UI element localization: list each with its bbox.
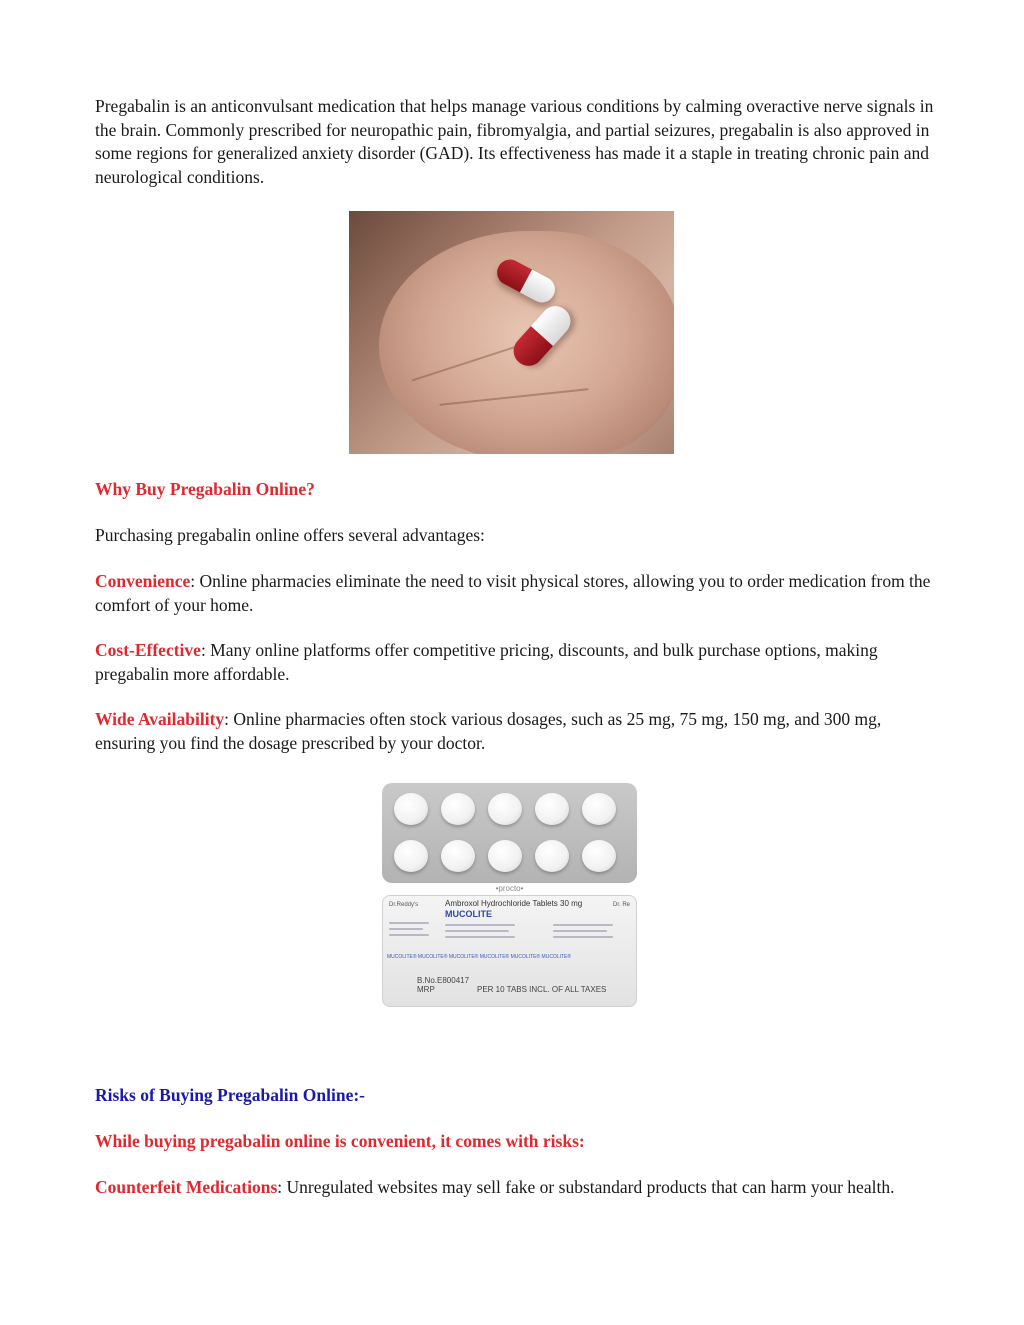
manufacturer-label-cropped: Dr. Re (612, 902, 630, 908)
price-note: PER 10 TABS INCL. OF ALL TAXES (477, 985, 607, 994)
drug-line: Ambroxol Hydrochloride Tablets 30 mg (445, 899, 583, 908)
manufacturer-label: Dr.Reddy's (389, 902, 419, 908)
benefit-term: Convenience (95, 571, 191, 591)
tablet (582, 840, 616, 872)
blister-foil (382, 895, 637, 1007)
fine-print (553, 936, 613, 938)
risk-term: Counterfeit Medications (95, 1177, 278, 1197)
benefit-item (95, 639, 935, 686)
tablet (535, 793, 569, 825)
intro-paragraph: Pregabalin is an anticonvulsant medication that helps manage various conditions by calming overactive nerve signals in the brain. Commonly prescribed for neuropathic pain, fibromyalgia, and partial seizures, pregabalin is also approved in some regions for generalized anxiety disorder (GAD). Its effectiveness has made it a staple in treating chronic pain and neurological conditions. (95, 96, 934, 187)
benefit-text: : Online pharmacies often stock various dosages, such as 25 mg, 75 mg, 150 mg, and 300 mg, ensuring you find the dosage prescribed by your doctor. (95, 709, 882, 753)
fine-print (445, 930, 509, 932)
fine-print (445, 936, 515, 938)
fine-print (389, 928, 423, 930)
tablet (394, 840, 428, 872)
fine-print (553, 924, 613, 926)
pack-brand-mark: •procto• (495, 884, 524, 893)
risk-text: : Unregulated websites may sell fake or substandard products that can harm your health. (277, 1177, 895, 1197)
why-lead: Purchasing pregabalin online offers several advantages: (95, 525, 485, 545)
tablet (488, 793, 522, 825)
product-name: MUCOLITE (445, 909, 492, 919)
risk-item (95, 1176, 935, 1200)
tablet (441, 793, 475, 825)
tablet (394, 793, 428, 825)
tablet (582, 793, 616, 825)
benefit-item (95, 708, 935, 755)
benefit-term: Cost-Effective (95, 640, 201, 660)
risks-heading: Risks of Buying Pregabalin Online:- (95, 1085, 366, 1105)
benefit-text: : Many online platforms offer competitive pricing, discounts, and bulk purchase options, making pregabalin more affordable. (95, 640, 878, 684)
fine-print (389, 934, 429, 936)
why-heading: Why Buy Pregabalin Online? (95, 479, 315, 499)
benefit-term: Wide Availability (95, 709, 225, 729)
benefit-item (95, 570, 935, 617)
photo-hand-with-capsules (349, 211, 674, 454)
mrp-label: MRP (417, 985, 435, 994)
tablet (535, 840, 569, 872)
batch-number: B.No.E800417 (417, 976, 470, 985)
risks-subheading: While buying pregabalin online is convenient, it comes with risks: (95, 1131, 585, 1151)
benefit-text: : Online pharmacies eliminate the need to visit physical stores, allowing you to order medication from the comfort of your home. (95, 571, 931, 615)
tablet (441, 840, 475, 872)
photo-blister-pack (382, 783, 637, 1011)
fine-print (389, 922, 429, 924)
fine-print (553, 930, 607, 932)
blister-tray (382, 783, 637, 883)
fine-print (445, 924, 515, 926)
product-name-repeat: MUCOLITE® MUCOLITE® MUCOLITE® MUCOLITE® MUCOLITE® MUCOLITE® (387, 954, 572, 960)
tablet (488, 840, 522, 872)
